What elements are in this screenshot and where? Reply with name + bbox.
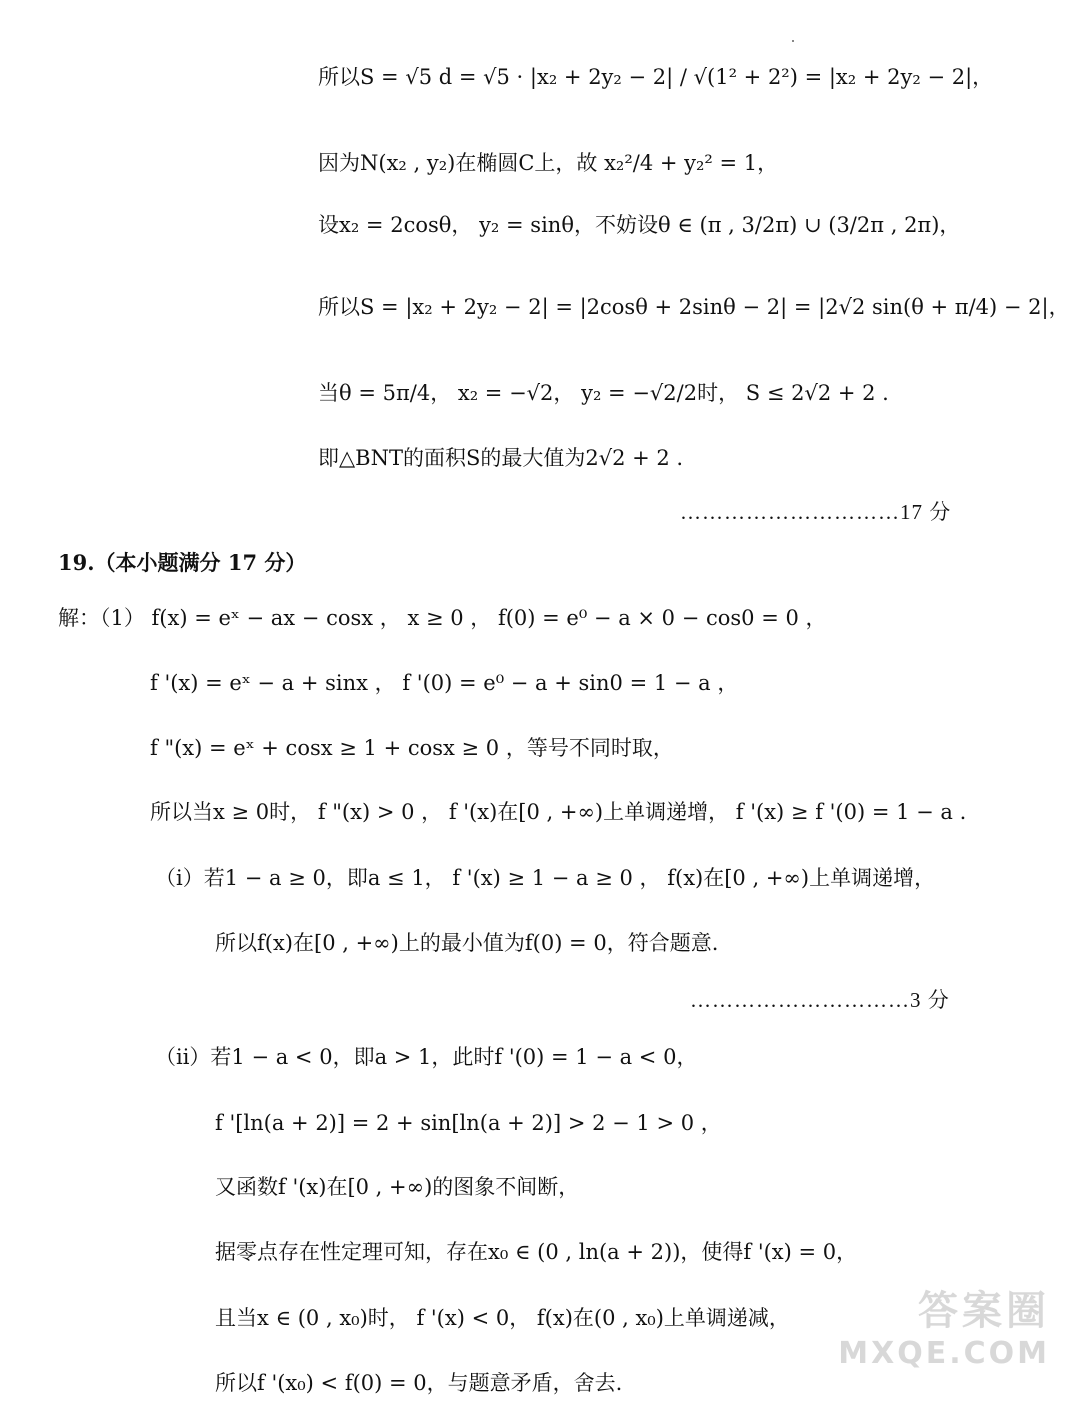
case-ii-contradiction-line: 所以f '(x₀) < f(0) = 0，与题意矛盾，舍去. <box>215 1371 623 1395</box>
case-i-conclusion: 所以f(x)在[0 , +∞)上的最小值为f(0) = 0，符合题意. <box>215 931 719 955</box>
site-watermark <box>838 1279 1050 1371</box>
maximum-condition-line: 当θ = 5π/4， x₂ = −√2， y₂ = −√2/2时， S ≤ 2√2 + 2 . <box>318 381 889 405</box>
parametrization-line: 设x₂ = 2cosθ， y₂ = sinθ，不妨设θ ∈ (π , 3/2π) ∪ (3/2π , 2π)， <box>318 213 961 237</box>
score-marker-3: …………………………3 分 <box>690 988 950 1012</box>
ellipse-condition-line: 因为N(x₂ , y₂)在椭圆C上，故 x₂²/4 + y₂² = 1， <box>318 151 779 175</box>
area-trig-line: 所以S = |x₂ + 2y₂ − 2| = |2cosθ + 2sinθ − 2| = |2√2 sin(θ + π/4) − 2|， <box>318 295 1070 319</box>
case-ii-zero-point-line: 据零点存在性定理可知，存在x₀ ∈ (0 , ln(a + 2))，使得f '(x) = 0， <box>215 1240 858 1264</box>
speck-mark <box>792 40 794 42</box>
solution-line-4: 所以当x ≥ 0时， f "(x) > 0 ， f '(x)在[0 , +∞)上单调递增， f '(x) ≥ f '(0) = 1 − a . <box>150 800 967 824</box>
case-ii-derivative-line: f '[ln(a + 2)] = 2 + sin[ln(a + 2)] > 2 − 1 > 0 ， <box>215 1111 722 1135</box>
case-ii-continuity-line: 又函数f '(x)在[0 , +∞)的图象不间断， <box>215 1175 580 1199</box>
score-marker-17: …………………………17 分 <box>680 500 952 524</box>
case-i-line: （ⅰ）若1 − a ≥ 0，即a ≤ 1， f '(x) ≥ 1 − a ≥ 0 ， f(x)在[0 , +∞)上单调递增， <box>155 866 936 890</box>
case-ii-line: （ⅱ）若1 − a < 0，即a > 1，此时f '(0) = 1 − a < 0， <box>155 1045 698 1069</box>
conclusion-line: 即△BNT的面积S的最大值为2√2 + 2 . <box>318 446 684 470</box>
area-formula-line: 所以S = √5 d = √5 · |x₂ + 2y₂ − 2| / √(1² + 2²) = |x₂ + 2y₂ − 2|， <box>318 65 994 89</box>
solution-line-2: f '(x) = eˣ − a + sinx ， f '(0) = e⁰ − a + sin0 = 1 − a ， <box>150 671 739 695</box>
watermark-logo-text: 答案圈 <box>918 1288 1050 1334</box>
case-ii-decreasing-line: 且当x ∈ (0 , x₀)时， f '(x) < 0， f(x)在(0 , x₀)上单调递减， <box>215 1306 790 1330</box>
watermark-url-text: MXQE.COM <box>838 1336 1050 1371</box>
solution-line-1: 解：（1） f(x) = eˣ − ax − cosx ， x ≥ 0 ， f(0) = e⁰ − a × 0 − cos0 = 0 ， <box>58 606 827 630</box>
solution-line-3: f "(x) = eˣ + cosx ≥ 1 + cosx ≥ 0 ，等号不同时取， <box>150 736 674 760</box>
question-19-heading: 19.（本小题满分 17 分） <box>58 550 307 575</box>
